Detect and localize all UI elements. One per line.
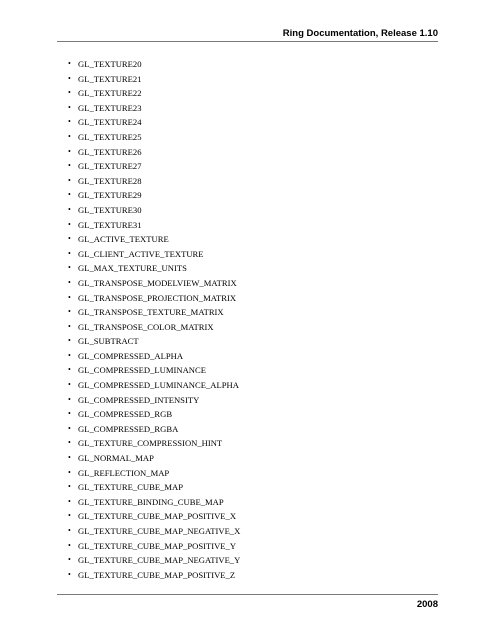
- list-item-label: GL_NORMAL_MAP: [78, 453, 154, 464]
- list-item-label: GL_TRANSPOSE_COLOR_MATRIX: [78, 321, 214, 332]
- list-item: [68, 568, 240, 583]
- bullet-mark: •: [68, 263, 71, 273]
- list-item: [68, 378, 240, 393]
- list-item: [68, 393, 240, 408]
- list-item-label: GL_TEXTURE31: [78, 219, 142, 230]
- list-item-label: GL_COMPRESSED_INTENSITY: [78, 394, 200, 405]
- bullet-mark: •: [68, 555, 71, 565]
- list-item-label: GL_COMPRESSED_RGBA: [78, 423, 179, 434]
- list-item: [68, 276, 240, 291]
- list-item-label: GL_REFLECTION_MAP: [78, 467, 170, 478]
- list-item: [68, 232, 240, 247]
- bullet-mark: •: [68, 496, 71, 506]
- bullet-mark: •: [68, 277, 71, 287]
- list-item-label: GL_TEXTURE_CUBE_MAP_NEGATIVE_X: [78, 526, 241, 536]
- bullet-mark: •: [68, 219, 71, 229]
- bullet-mark: •: [68, 175, 71, 185]
- bullet-mark: •: [68, 204, 71, 214]
- bullet-mark: •: [68, 394, 71, 404]
- list-item: [68, 247, 240, 262]
- list-item: [68, 466, 240, 481]
- page-number: 2008: [416, 599, 438, 610]
- list-item-label: GL_TEXTURE24: [78, 117, 142, 128]
- list-item-label: GL_TRANSPOSE_PROJECTION_MATRIX: [78, 292, 237, 303]
- list-item: [68, 422, 240, 437]
- list-item: [68, 130, 240, 145]
- list-item-label: GL_TEXTURE_CUBE_MAP_POSITIVE_Y: [78, 540, 237, 551]
- bullet-mark: •: [68, 88, 71, 98]
- list-item-label: GL_COMPRESSED_ALPHA: [78, 350, 184, 361]
- list-item-label: GL_TRANSPOSE_MODELVIEW_MATRIX: [78, 277, 237, 288]
- bullet-mark: •: [68, 307, 71, 317]
- header-title: Ring Documentation, Release 1.10: [282, 28, 438, 39]
- bullet-mark: •: [68, 190, 71, 200]
- list-item: [68, 363, 240, 378]
- list-item: [68, 553, 240, 568]
- list-item-label: GL_TEXTURE_CUBE_MAP_NEGATIVE_Y: [78, 555, 241, 566]
- list-item-label: GL_TEXTURE_BINDING_CUBE_MAP: [78, 496, 224, 507]
- list-item: [68, 72, 240, 87]
- list-item: [68, 115, 240, 130]
- list-item-label: GL_COMPRESSED_RGB: [78, 409, 173, 420]
- list-item: [68, 509, 240, 524]
- list-item-label: GL_TEXTURE22: [78, 88, 142, 99]
- bullet-mark: •: [68, 511, 71, 521]
- bullet-mark: •: [68, 336, 71, 346]
- bullet-mark: •: [68, 438, 71, 448]
- list-item-label: GL_CLIENT_ACTIVE_TEXTURE: [78, 248, 204, 259]
- bullet-mark: •: [68, 234, 71, 244]
- list-item: [68, 436, 240, 451]
- list-item: [68, 495, 240, 510]
- bullet-mark: •: [68, 292, 71, 302]
- bullet-mark: •: [68, 73, 71, 83]
- bullet-mark: •: [68, 467, 71, 477]
- bullet-mark: •: [68, 102, 71, 112]
- list-item: [68, 305, 240, 320]
- bullet-mark: •: [68, 161, 71, 171]
- bullet-mark: •: [68, 321, 71, 331]
- list-item: [68, 218, 240, 233]
- list-item: [68, 261, 240, 276]
- list-item: [68, 320, 240, 335]
- list-item: [68, 349, 240, 364]
- list-item: [68, 101, 240, 116]
- list-item: [68, 407, 240, 422]
- list-item-label: GL_TEXTURE27: [78, 161, 142, 172]
- list-item-label: GL_MAX_TEXTURE_UNITS: [78, 263, 187, 274]
- bullet-mark: •: [68, 131, 71, 141]
- bullet-mark: •: [68, 350, 71, 360]
- footer-rule: [57, 594, 438, 595]
- list-item-label: GL_TEXTURE21: [78, 73, 142, 84]
- bullet-mark: •: [68, 380, 71, 390]
- bullet-mark: •: [68, 409, 71, 419]
- list-item: [68, 86, 240, 101]
- list-item: [68, 451, 240, 466]
- list-item-label: GL_COMPRESSED_LUMINANCE: [78, 365, 206, 376]
- bullet-mark: •: [68, 540, 71, 550]
- list-item-label: GL_TEXTURE29: [78, 190, 142, 201]
- bullet-mark: •: [68, 526, 71, 535]
- bullet-mark: •: [68, 423, 71, 433]
- list-item: [68, 334, 240, 349]
- bullet-mark: •: [68, 146, 71, 156]
- list-item: [68, 174, 240, 189]
- constant-list: [68, 57, 240, 582]
- list-item-label: GL_SUBTRACT: [78, 336, 139, 347]
- bullet-mark: •: [68, 59, 71, 68]
- list-item: [68, 145, 240, 160]
- bullet-mark: •: [68, 248, 71, 258]
- list-item: [68, 539, 240, 554]
- list-item-label: GL_TEXTURE30: [78, 204, 142, 215]
- list-item: [68, 291, 240, 306]
- list-item-label: GL_COMPRESSED_LUMINANCE_ALPHA: [78, 380, 239, 391]
- list-item-label: GL_TEXTURE_CUBE_MAP_POSITIVE_X: [78, 511, 237, 522]
- list-item: [68, 524, 240, 539]
- list-item-label: GL_TEXTURE23: [78, 102, 142, 113]
- bullet-mark: •: [68, 365, 71, 375]
- list-item: [68, 480, 240, 495]
- list-item-label: GL_TEXTURE_CUBE_MAP: [78, 482, 184, 493]
- bullet-mark: •: [68, 453, 71, 463]
- list-item: [68, 203, 240, 218]
- bullet-mark: •: [68, 117, 71, 127]
- header-rule: [57, 41, 438, 42]
- list-item-label: GL_TEXTURE28: [78, 175, 142, 186]
- list-item: [68, 57, 240, 72]
- list-item-label: GL_TEXTURE_CUBE_MAP_POSITIVE_Z: [78, 569, 236, 580]
- bullet-mark: •: [68, 569, 71, 579]
- list-item-label: GL_TEXTURE25: [78, 131, 142, 142]
- list-item: [68, 188, 240, 203]
- list-item-label: GL_TRANSPOSE_TEXTURE_MATRIX: [78, 307, 224, 318]
- bullet-mark: •: [68, 482, 71, 492]
- list-item-label: GL_TEXTURE26: [78, 146, 142, 157]
- list-item-label: GL_TEXTURE20: [78, 59, 142, 69]
- list-item-label: GL_TEXTURE_COMPRESSION_HINT: [78, 438, 223, 449]
- list-item-label: GL_ACTIVE_TEXTURE: [78, 234, 169, 245]
- list-item: [68, 159, 240, 174]
